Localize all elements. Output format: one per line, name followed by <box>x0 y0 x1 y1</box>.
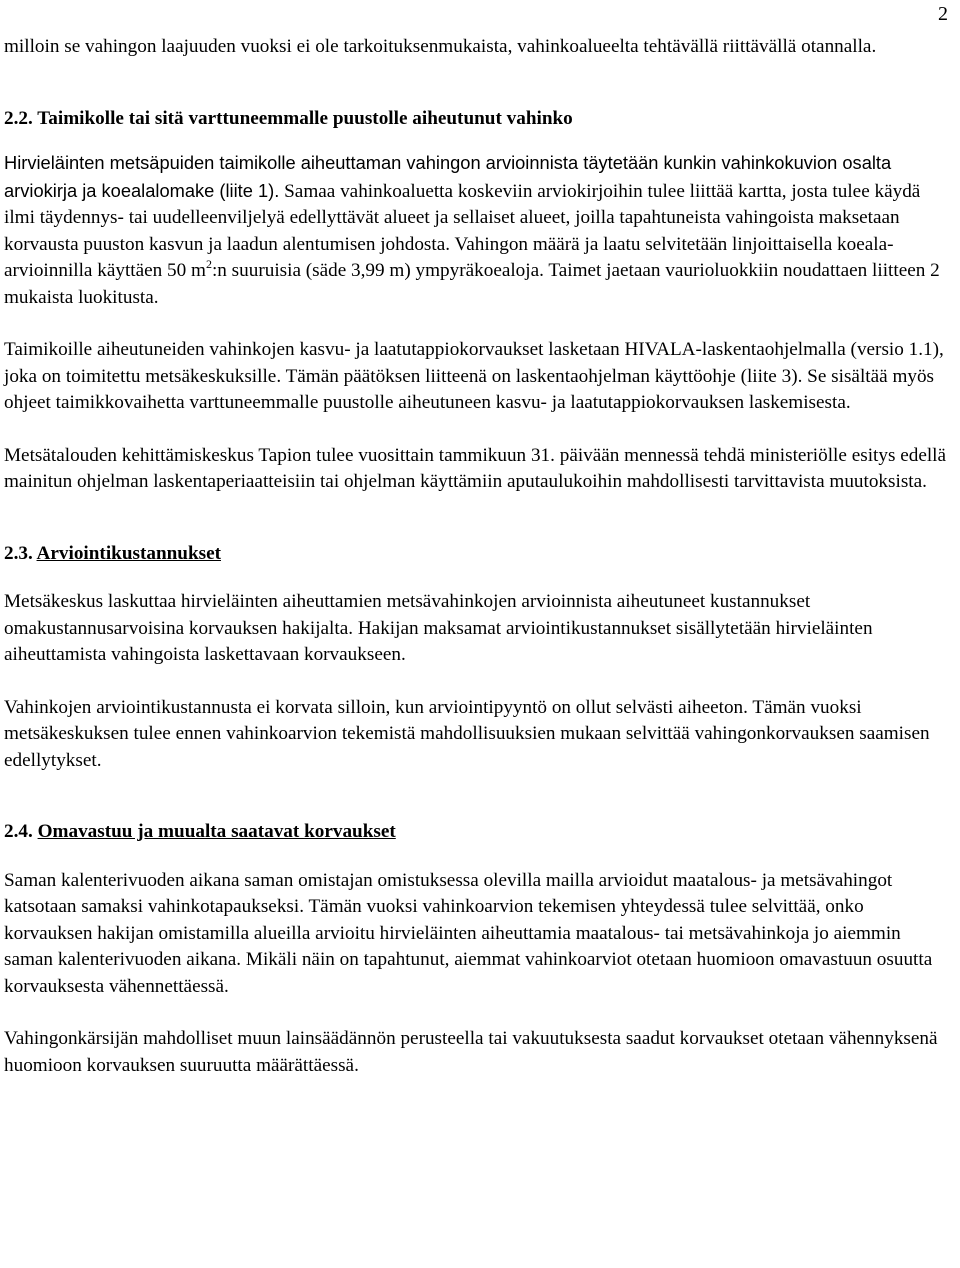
section-2-4-title: Omavastuu ja muualta saatavat korvaukset <box>37 821 396 842</box>
page-number: 2 <box>938 3 948 25</box>
section-2-2-p1-c: :n suuruisia (säde 3,99 m) ympyräkoealoja. Taimet jaetaan vaurioluokkiin noudattaen liitteen 2 mukaista luokitusta. <box>4 260 940 308</box>
section-2-4-number: 2.4. <box>4 821 33 842</box>
section-2-2-heading <box>4 106 946 133</box>
section-2-3-title: Arviointikustannukset <box>36 542 221 564</box>
intro-paragraph: milloin se vahingon laajuuden vuoksi ei ole tarkoituksenmukaista, vahinkoalueelta tehtävällä riittävällä otannalla. <box>4 36 877 57</box>
section-2-3-number: 2.3. <box>4 542 33 564</box>
section-2-2-paragraph-1 <box>4 150 946 311</box>
document-body <box>4 34 946 1079</box>
section-2-4-paragraph-2: Vahingonkärsijän mahdolliset muun lainsäädännön perusteella tai vakuutuksesta saadut korvaukset otetaan vähennyksenä huomioon korvauksen suuruutta määrättäessä. <box>4 1028 938 1076</box>
section-2-2-p1-sans: Hirvieläinten metsäpuiden taimikolle aiheuttaman vahingon arvioinnista täytetään kunkin vahinkokuvion osalta arviokirja ja koealalomake (liite 1). <box>4 152 892 201</box>
section-2-2-title: Taimikolle tai sitä varttuneemmalle puustolle aiheutunut vahinko <box>37 107 573 129</box>
section-2-2-p1-a: Samaa vahinkoaluetta koskeviin arviokirjoihin tulee liittää kartta, josta tulee käydä ilmi täydennys- tai uudelleenviljelyä edellyttävät alueet ja sellaiset alueet, joilla tapahtuneista vahingoista maksetaan korvausta puuston kasvun ja laadun alentumisen johdosta. <box>4 180 921 255</box>
section-2-3-paragraph-1: Metsäkeskus laskuttaa hirvieläinten aiheuttamien metsävahinkojen arvioinnista aiheutuneet kustannukset omakustannusarvoisina korvauksen hakijalta. Hakijan maksamat arviointikustannukset sisällytetään hirvieläinten aiheuttamista vahingoista laskettavaan korvaukseen. <box>4 591 873 665</box>
section-2-3-paragraph-2: Vahinkojen arviointikustannusta ei korvata silloin, kun arviointipyyntö on ollut selvästi aiheeton. Tämän vuoksi metsäkeskuksen tulee ennen vahinkoarvion tekemistä mahdollisuuksien mukaan selvittää vahingonkorvauksen saamisen edellytykset. <box>4 696 930 771</box>
superscript-2: 2 <box>205 257 212 271</box>
section-2-4-paragraph-1: Saman kalenterivuoden aikana saman omistajan omistuksessa olevilla mailla arvioidut maatalous- ja metsävahingot katsotaan samaksi vahinkotapaukseksi. Tämän vuoksi vahinkoarvion tekemisen yhteydessä tulee selvittää, onko korvauksen hakijan omistamilla alueilla arvioitu hirvieläinten aiheuttamia maatalous- tai metsävahinkoja jo aiemmin saman kalenterivuoden aikana. Mikäli näin on tapahtunut, aiemmat vahinkoarviot otetaan huomioon omavastuun osuutta korvauksesta vähennettäessä. <box>4 869 933 997</box>
section-2-2-paragraph-2: Taimikoille aiheutuneiden vahinkojen kasvu- ja laatutappiokorvaukset lasketaan HIVALA-laskentaohjelmalla (versio 1.1), joka on toimitettu metsäkeskuksille. Tämän päätöksen liitteenä on laskentaohjelman käyttöohje (liite 3). Se sisältää myös ohjeet taimikkovaihetta varttuneemmalle puustolle aiheutuneen kasvu- ja laatutappiokorvauksen laskemisesta. <box>4 339 944 413</box>
section-2-2-p1-b: Vahingon määrä ja laatu selvitetään linjoittaisella koeala-arvioinnilla käyttäen 50 m <box>4 233 894 281</box>
section-2-2-paragraph-3: Metsätalouden kehittämiskeskus Tapion tulee vuosittain tammikuun 31. päivään mennessä tehdä ministeriölle esitys edellä mainitun ohjelman laskentaperiaatteisiin tai ohjelman käyttämiin aputaulukoihin mahdollisesti tarvittavista muutoksista. <box>4 444 947 492</box>
section-2-4-heading <box>4 819 946 846</box>
section-2-3-heading <box>4 541 946 568</box>
section-2-2-number: 2.2. <box>4 107 33 129</box>
